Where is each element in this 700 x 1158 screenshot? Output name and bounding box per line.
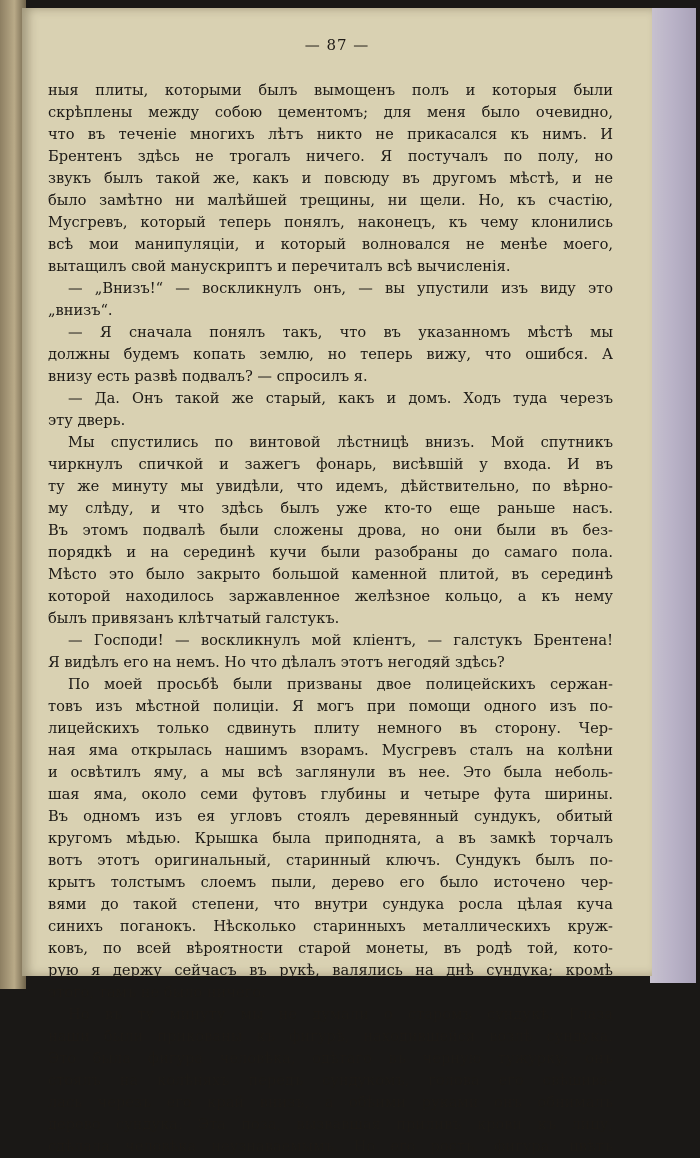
text-line: кругомъ мѣдью. Крышка была приподнята, а въ замкѣ торчалъ xyxy=(48,830,613,847)
text-line: Но въ ту минуту мы не думали о старомъ сундукѣ. Глаза xyxy=(68,1006,613,1023)
text-line: — Да. Онъ такой же старый, какъ и домъ. Ходъ туда черезъ xyxy=(68,390,613,407)
text-line: всѣ мои манипуляціи, и который волновался не менѣе моего, xyxy=(48,236,613,253)
text-line: вытащилъ свой манускриптъ и перечиталъ всѣ вычисленія. xyxy=(48,258,511,275)
text-line: Въ этомъ подвалѣ были сложены дрова, но они были въ без- xyxy=(48,522,613,539)
text-line: стоялъ на колѣняхъ передъ сундукомъ, голова его свѣшива- xyxy=(48,1072,613,1089)
text-line: порядкѣ и на серединѣ кучи были разобраны до самаго пола. xyxy=(48,544,613,561)
text-line: былъ привязанъ клѣтчатый галстукъ. xyxy=(48,610,340,627)
text-line: Мы спустились по винтовой лѣстницѣ внизъ. Мой спутникъ xyxy=(68,434,613,451)
text-line: ту же минуту мы увидѣли, что идемъ, дѣйствительно, по вѣрно- xyxy=(48,478,613,495)
text-line: Въ одномъ изъ ея угловъ стоялъ деревянный сундукъ, обитый xyxy=(48,808,613,825)
text-line: — „Внизъ!“ — воскликнулъ онъ, — вы упустили изъ виду это xyxy=(68,280,613,297)
text-line: Мусгревъ, который теперь понялъ, наконецъ, къ чему клонились xyxy=(48,214,613,231)
text-line: крытъ толстымъ слоемъ пыли, дерево его было источено чер- xyxy=(48,874,613,891)
text-line: лась черезъ его край внизъ, а обѣими руками онъ обнималъ xyxy=(48,1094,613,1111)
text-line: которой находилось заржавленное желѣзное кольцо, а къ нему xyxy=(48,588,613,605)
text-line: этого, тамъ не было ничего. xyxy=(48,984,266,1001)
text-line: синихъ поганокъ. Нѣсколько старинныхъ металлическихъ круж- xyxy=(48,918,613,935)
text-line: „внизъ“. xyxy=(48,302,113,319)
page-text xyxy=(48,80,613,1158)
text-line: рую я держу сейчасъ въ рукѣ, валялись на днѣ сундука; кромѣ xyxy=(48,962,613,979)
text-line: му слѣду, и что здѣсь былъ уже кто-то еще раньше насъ. xyxy=(48,500,613,517)
text-line: и освѣтилъ яму, а мы всѣ заглянули въ нее. Это была неболь- xyxy=(48,764,613,781)
text-line: скрѣплены между собою цементомъ; для меня было очевидно, xyxy=(48,104,613,121)
text-line: товъ изъ мѣстной полиціи. Я могъ при помощи одного изъ по- xyxy=(48,698,613,715)
text-line: было замѣтно ни малѣйшей трещины, ни щели. Но, къ счастію, xyxy=(48,192,613,209)
text-line: звукъ былъ такой же, какъ и повсюду въ другомъ мѣстѣ, и не xyxy=(48,170,613,187)
book-page xyxy=(22,8,652,1155)
text-line: Это была фигура человѣка, одѣтаго въ черную тужурку; онъ xyxy=(48,1050,613,1067)
text-line: наши были прикованы къ фигурѣ, находившейся возлѣ сундука. xyxy=(48,1028,613,1045)
text-line: чиркнулъ спичкой и зажегъ фонарь, висѣвшій у входа. И въ xyxy=(48,456,613,473)
text-line: сдѣлала человѣка неузнаваемымъ. Но его ростъ, фигура, цвѣтъ xyxy=(48,1138,613,1155)
text-line: шая яма, около семи футовъ глубины и четыре фута ширины. xyxy=(48,786,613,803)
text-line: вотъ этотъ оригинальный, старинный ключъ. Сундукъ былъ по- xyxy=(48,852,613,869)
text-line: — Господи! — воскликнулъ мой кліентъ, — галстукъ Брентена! xyxy=(68,632,613,649)
text-line: Я видѣлъ его на немъ. Но что дѣлалъ этотъ негодяй здѣсь? xyxy=(48,654,505,671)
page-stack-edge xyxy=(650,8,696,983)
text-line: эту дверь. xyxy=(48,412,126,429)
text-line: вями до такой степени, что внутри сундука росла цѣлая куча xyxy=(48,896,613,913)
text-line: должны будемъ копать землю, но теперь вижу, что ошибся. А xyxy=(48,346,613,363)
text-line: внизу есть развѣ подвалъ? — спросилъ я. xyxy=(48,368,368,385)
text-line: что въ теченіе многихъ лѣтъ никто не прикасался къ нимъ. И xyxy=(48,126,613,143)
text-line: По моей просьбѣ были призваны двое полицейскихъ сержан- xyxy=(68,676,613,693)
page-number: — 87 — xyxy=(304,36,370,54)
text-line: дерево сундука. Эта поза, вызвавшая приливъ крови къ лицу, xyxy=(48,1116,613,1133)
text-line: ныя плиты, которыми былъ вымощенъ полъ и которыя были xyxy=(48,82,613,99)
text-line: Мѣсто это было закрыто большой каменной плитой, въ серединѣ xyxy=(48,566,613,583)
text-line: ная яма открылась нашимъ взорамъ. Мусгревъ сталъ на колѣни xyxy=(48,742,613,759)
text-line: — Я сначала понялъ такъ, что въ указанномъ мѣстѣ мы xyxy=(68,324,613,341)
text-line: лицейскихъ только сдвинуть плиту немного въ сторону. Чер- xyxy=(48,720,613,737)
text-line: Брентенъ здѣсь не трогалъ ничего. Я постучалъ по полу, но xyxy=(48,148,613,165)
text-line: ковъ, по всей вѣроятности старой монеты, въ родѣ той, кото- xyxy=(48,940,613,957)
